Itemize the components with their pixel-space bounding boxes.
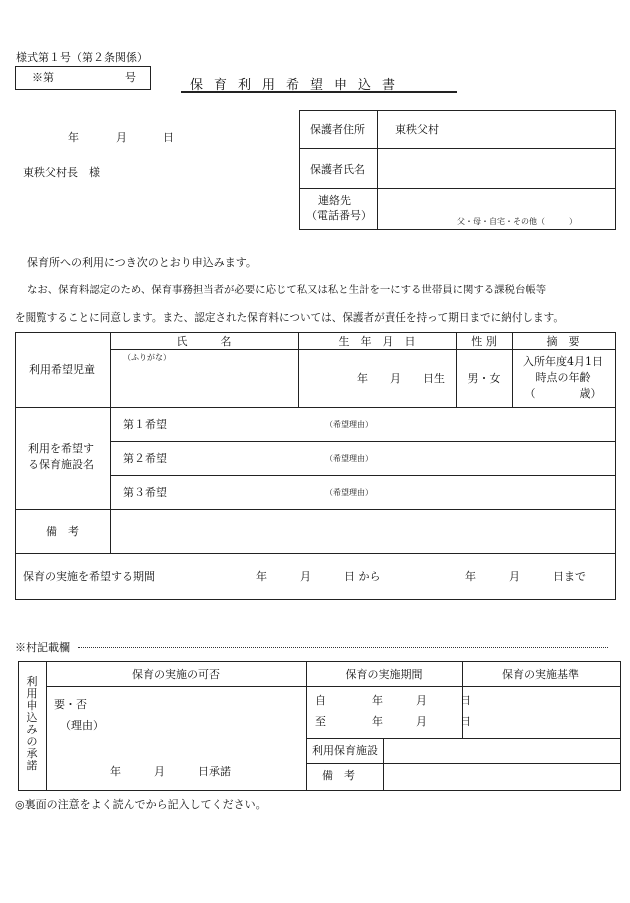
table-header-line [110,349,615,350]
period-label: 保育の実施を希望する期間 [23,570,155,583]
reception-suffix: 号 [125,71,136,84]
gender-options[interactable]: 男・女 [467,372,501,385]
document-title: 保育利用希望申込書 [190,78,407,93]
guardian-row-line-1 [299,148,615,149]
village-header-line [46,686,620,687]
choice-2-label: 第２希望 [123,452,167,465]
table-line-facility-bottom [15,509,615,510]
application-statement: 保育所への利用につき次のとおり申込みます。 [27,256,257,269]
guardian-divider [377,110,378,229]
approval-vertical-label: 利用申込みの承諾 [26,675,38,772]
consent-text-line-1: なお、保育料認定のため、保育事務担当者が必要に応じて私又は私と生計を一にする世帯員に関する課税台帳等 [27,284,547,296]
age-line-1: 入所年度4月1日 [523,355,603,368]
facility-label-line-2: る保育施設名 [28,458,94,471]
addressee: 東秩父村長 様 [23,166,100,179]
guardian-address-value[interactable]: 東秩父村 [395,123,439,136]
choice-2-reason: （希望理由） [325,454,373,463]
date-month: 月 [116,131,127,144]
choice-1-label: 第１希望 [123,418,167,431]
village-section-heading: ※村記載欄 [15,641,70,654]
village-col-line-1 [46,661,47,790]
col-header-summary: 摘 要 [546,335,580,348]
col-header-period: 保育の実施期間 [345,668,423,681]
dob-field[interactable]: 年 月 日生 [357,372,445,385]
choice-3-label: 第３希望 [123,486,167,499]
village-line-period-bottom [306,738,620,739]
contact-phone-label: （電話番号） [306,209,372,222]
form-number: 様式第１号（第２条関係） [16,51,148,64]
consent-text-line-2: を閲覧することに同意します。また、認定された保育料については、保護者が責任を持って期日までに納付します。 [15,312,564,324]
period-to-date[interactable]: 年 月 日 [372,715,471,728]
period-from-label: 自 [315,694,326,707]
table-col-line-1 [110,332,111,553]
approval-reason: （理由） [60,719,104,732]
table-line-remarks-bottom [15,553,615,554]
reception-prefix: ※第 [32,71,54,84]
guardian-address-label: 保護者住所 [310,123,365,136]
child-label: 利用希望児童 [29,363,95,376]
remarks-label: 備 考 [46,525,79,538]
period-from-date[interactable]: 年 月 日 [372,694,471,707]
village-line-facility-bottom [306,763,620,764]
table-line-child-bottom [15,407,615,408]
col-header-name: 氏 名 [176,335,232,348]
period-to[interactable]: 年 月 日まで [465,570,586,583]
section-divider [78,647,608,648]
title-underline [181,91,457,93]
approval-options[interactable]: 要・否 [54,698,87,711]
table-line-choice-2 [110,475,615,476]
guardian-row-line-2 [299,188,615,189]
guardian-name-label: 保護者氏名 [310,163,365,176]
col-header-approval: 保育の実施の可否 [132,668,220,681]
facility-label-line-1: 利用を希望す [28,442,94,455]
age-line-3[interactable]: （ 歳） [524,387,602,400]
village-col-line-2 [306,661,307,790]
col-header-gender: 性 別 [471,335,497,348]
choice-3-reason: （希望理由） [325,488,373,497]
facility-used-label: 利用保育施設 [312,744,378,757]
col-header-dob: 生 年 月 日 [338,335,416,348]
contact-options: 父・母・自宅・その他（ ） [457,217,577,226]
date-year: 年 [68,131,79,144]
village-col-line-4 [383,738,384,790]
footer-note: ◎裏面の注意をよく読んでから記入してください。 [15,798,267,811]
table-line-choice-1 [110,441,615,442]
period-to-label: 至 [315,715,326,728]
approval-date[interactable]: 年 月 日承諾 [110,765,231,778]
date-day: 日 [163,131,174,144]
village-remarks-label: 備 考 [322,769,355,782]
age-line-2: 時点の年齢 [535,371,591,384]
choice-1-reason: （希望理由） [325,420,373,429]
furigana-label: （ふりがな） [123,353,171,362]
col-header-criteria: 保育の実施基準 [502,668,579,681]
contact-label: 連絡先 [318,194,351,207]
period-from[interactable]: 年 月 日 から [256,570,381,583]
